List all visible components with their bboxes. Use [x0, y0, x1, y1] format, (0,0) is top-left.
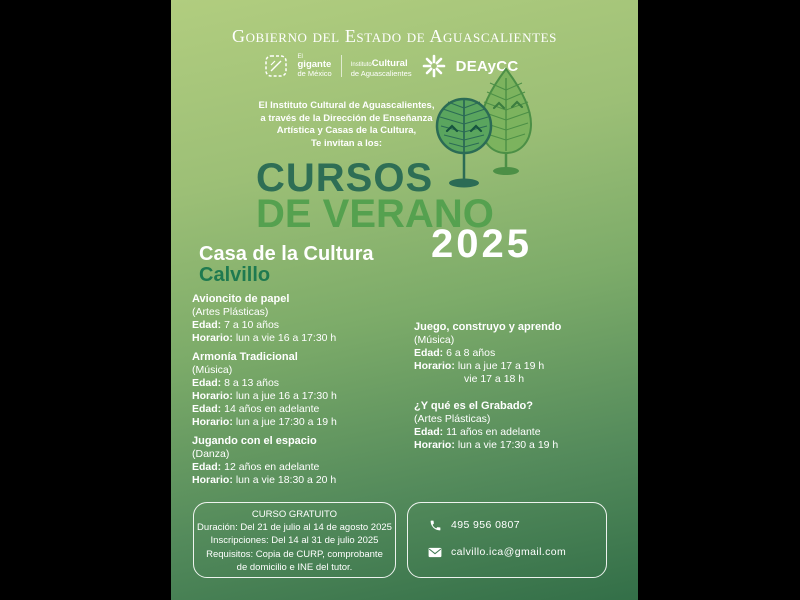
detail-value: lun a vie 17:30 a 19 h — [457, 439, 559, 451]
intro-line-3: Artística y Casas de la Cultura, — [276, 125, 417, 136]
course-name: Jugando con el espacio — [192, 435, 317, 447]
course-category: (Artes Plásticas) — [414, 413, 491, 425]
course-category: (Artes Plásticas) — [192, 306, 269, 318]
detail-label: Edad: — [414, 426, 444, 438]
course-detail — [192, 319, 410, 332]
course-name: Armonía Tradicional — [192, 351, 298, 363]
info-line-5: de domicilio e INE del tutor. — [236, 561, 353, 573]
course-category: (Música) — [414, 334, 455, 346]
venue — [199, 244, 374, 286]
logo-divider — [341, 55, 342, 77]
course-category: (Danza) — [192, 448, 230, 460]
contact-box — [407, 502, 607, 578]
course-detail — [414, 360, 632, 373]
detail-label: Horario: — [192, 416, 233, 428]
course-name: ¿Y qué es el Grabado? — [414, 400, 533, 412]
venue-line-2: Calvillo — [199, 264, 271, 286]
instituto-cultural-logo-text — [351, 54, 412, 79]
instituto-name: Cultural — [371, 57, 408, 69]
instituto-top: Instituto — [350, 61, 372, 68]
course-detail-continuation — [414, 373, 632, 386]
detail-value: lun a jue 17 a 19 h — [457, 360, 545, 372]
detail-value: lun a jue 16 a 17:30 h — [235, 390, 337, 402]
detail-label: Horario: — [414, 360, 455, 372]
phone-icon — [428, 518, 442, 532]
instituto-sub: de Aguascalientes — [350, 69, 412, 79]
course-detail — [192, 377, 410, 390]
course-detail — [192, 416, 410, 429]
letterbox-left — [0, 0, 171, 600]
course-jugando — [192, 435, 410, 487]
detail-value: lun a jue 17:30 a 19 h — [235, 416, 337, 428]
courses-column-right — [414, 321, 632, 458]
letterbox-right — [638, 0, 800, 600]
course-detail — [192, 403, 410, 416]
detail-value: lun a vie 16 a 17:30 h — [235, 332, 337, 344]
detail-value: 11 años en adelante — [446, 426, 541, 438]
course-detail — [192, 332, 410, 345]
title-de-verano: DE VERANO — [256, 192, 494, 236]
title-year: 2025 — [431, 222, 532, 266]
course-juego-construyo — [414, 321, 632, 386]
title-cursos: CURSOS — [256, 156, 434, 200]
detail-value: 14 años en adelante — [224, 403, 320, 415]
detail-label: Horario: — [192, 332, 233, 344]
course-detail — [414, 426, 632, 439]
course-avioncito — [192, 293, 410, 345]
email-row — [428, 545, 566, 559]
detail-label: Horario: — [414, 439, 455, 451]
course-detail — [414, 347, 632, 360]
email-address: calvillo.ica@gmail.com — [451, 546, 567, 558]
detail-value: lun a vie 18:30 a 20 h — [235, 474, 337, 486]
course-category: (Música) — [192, 364, 233, 376]
course-detail — [192, 461, 410, 474]
envelope-icon — [428, 545, 442, 559]
intro-line-1: El Instituto Cultural de Aguascalientes, — [258, 100, 435, 111]
deaycc-label: DEAyCC — [455, 57, 519, 75]
phone-number: 495 956 0807 — [451, 519, 521, 531]
detail-label: Edad: — [192, 377, 222, 389]
round-leaf-character — [437, 99, 491, 188]
logo-row — [157, 53, 624, 79]
detail-label: Edad: — [192, 319, 222, 331]
free-course-info-box — [193, 502, 396, 578]
detail-label: Edad: — [192, 461, 222, 473]
info-line-1: CURSO GRATUITO — [251, 509, 338, 520]
course-detail — [414, 439, 632, 452]
intro-line-4: Te invitan a los: — [310, 137, 383, 149]
detail-value: 7 a 10 años — [224, 319, 280, 331]
gigante-de-mexico-icon — [263, 53, 289, 79]
intro-line-2: a través de la Dirección de Enseñanza — [260, 112, 433, 124]
course-detail — [192, 390, 410, 403]
phone-row — [428, 518, 520, 532]
gigante-logo-text — [298, 54, 332, 78]
gigante-name: gigante — [297, 59, 332, 71]
detail-value: 12 años en adelante — [224, 461, 320, 473]
leaf-mascots-illustration — [418, 66, 550, 196]
detail-label: Horario: — [192, 390, 233, 402]
course-name: Juego, construyo y aprendo — [414, 321, 562, 333]
government-title: Gobierno del Estado de Aguascalientes — [231, 26, 558, 46]
venue-line-1: Casa de la Cultura — [199, 243, 374, 265]
detail-label: Edad: — [192, 403, 222, 415]
info-line-4: Requisitos: Copia de CURP, comprobante — [206, 548, 383, 560]
detail-value: vie 17 a 18 h — [464, 373, 525, 385]
info-line-2: Duración: Del 21 de julio al 14 de agosto 2025 — [197, 522, 392, 534]
course-armonia — [192, 351, 410, 429]
detail-value: 6 a 8 años — [446, 347, 496, 359]
gigante-sub: de México — [297, 69, 332, 79]
course-grabado — [414, 400, 632, 452]
gigante-top: El — [297, 53, 303, 60]
summer-courses-poster — [171, 0, 638, 600]
detail-label: Edad: — [414, 347, 444, 359]
course-name: Avioncito de papel — [192, 293, 290, 305]
detail-label: Horario: — [192, 474, 233, 486]
course-detail — [192, 474, 410, 487]
info-line-3: Inscripciones: Del 14 al 31 de julio 2025 — [210, 535, 379, 547]
detail-value: 8 a 13 años — [224, 377, 280, 389]
courses-column-left — [192, 293, 410, 493]
